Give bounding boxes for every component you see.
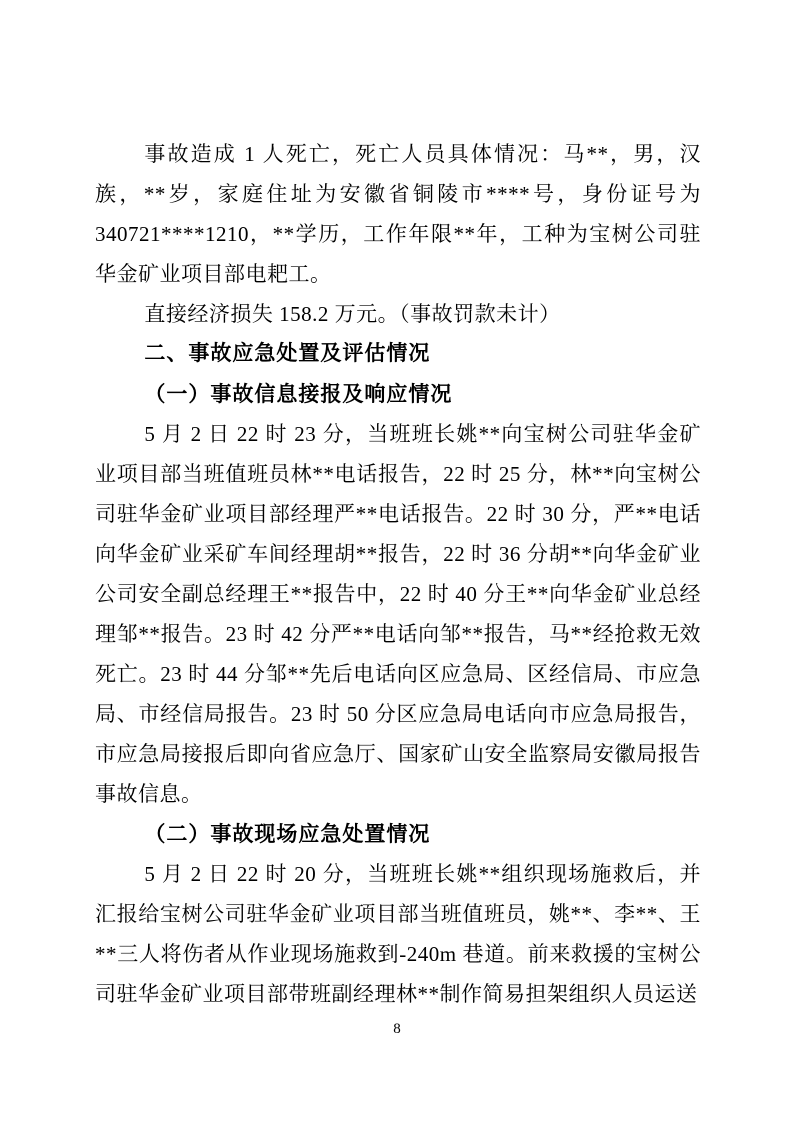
paragraph-economic-loss: 直接经济损失 158.2 万元。（事故罚款未计） [144,302,561,326]
paragraph-casualty-details: 事故造成 1 人死亡，死亡人员具体情况：马**，男，汉族，**岁，家庭住址为安徽省铜陵市****号，身份证号为 340721****1210，**学历，工作年限**年，工种为宝树公司驻华金矿业项目部电耙工。 [95,142,701,286]
heading-section-2: 二、事故应急处置及评估情况 [144,342,431,365]
heading-subsection-2: （二）事故现场应急处置情况 [144,822,431,846]
paragraph-incident-reporting: 5 月 2 日 22 时 23 分，当班班长姚**向宝树公司驻华金矿业项目部当班值班员林**电话报告，22 时 25 分，林**向宝树公司驻华金矿业项目部经理严**电话报告。22 时 30 分，严**电话向华金矿业采矿车间经理胡**报告，22 时 36 分胡**向华金矿业公司安全副总经理王**报告中，22 时 40 分王**向华金矿业总经理邹**报告。23 时 42 分严**电话向邹**报告，马**经抢救无效死亡。23 时 44 分邹**先后电话向区应急局、区经信局、市应急局、市经信局报告。23 时 50 分区应急局电话向市应急局报告，市应急局接报后即向省应急厅、国家矿山安全监察局安徽局报告事故信息。 [95,422,701,806]
paragraph-onsite-response: 5 月 2 日 22 时 20 分，当班班长姚**组织现场施救后，并汇报给宝树公司驻华金矿业项目部当班值班员，姚**、李**、王**三人将伤者从作业现场施救到-240m 巷道。前来救援的宝树公司驻华金矿业项目部带班副经理林**制作简易担架组织人员运送 [95,862,701,1006]
document-content [95,134,701,1014]
heading-subsection-1: （一）事故信息接报及响应情况 [144,382,453,406]
page-number: 8 [393,1021,401,1037]
